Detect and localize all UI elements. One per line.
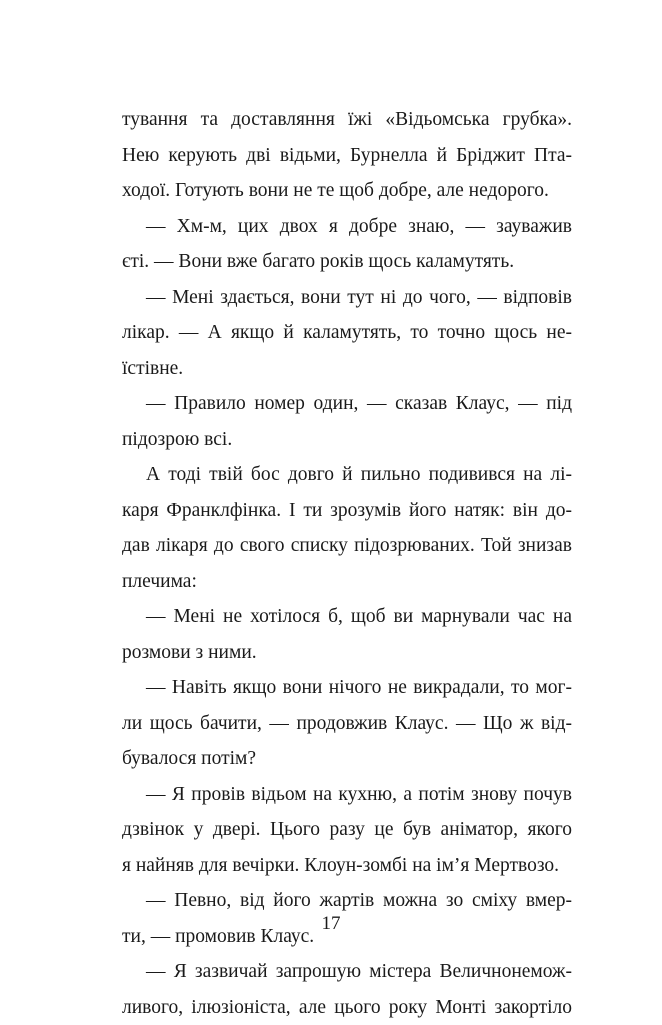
text-line: я найняв для вечірки. Клоун-зомбі на ім’я Мертвозо.: [122, 848, 572, 884]
text-line: дзвінок у двері. Цього разу це був аніматор, якого: [122, 812, 572, 848]
text-line: А тоді твій бос довго й пильно подивився на лі-: [122, 457, 572, 493]
text-line: — Мені не хотілося б, щоб ви марнували час на: [122, 599, 572, 635]
body-text: [122, 102, 572, 1025]
text-line: розмови з ними.: [122, 635, 572, 671]
text-line: дав лікаря до свого списку підозрюваних. Той знизав: [122, 528, 572, 564]
text-line: ли щось бачити, — продовжив Клаус. — Що ж від-: [122, 706, 572, 742]
text-line: — Мені здається, вони тут ні до чого, — відповів: [122, 280, 572, 316]
text-line: їстівне.: [122, 351, 572, 387]
text-line: ти, — промовив Клаус.: [122, 919, 572, 955]
text-line: єті. — Вони вже багато років щось каламутять.: [122, 244, 572, 280]
text-line: плечима:: [122, 564, 572, 600]
text-line: Нею керують дві відьми, Бурнелла й Бріджит Пта-: [122, 138, 572, 174]
text-line: — Я провів відьом на кухню, а потім знову почув: [122, 777, 572, 813]
text-line: — Певно, від його жартів можна зо сміху вмер-: [122, 883, 572, 919]
text-line: ливого, ілюзіоніста, але цього року Монті закортіло: [122, 990, 572, 1025]
text-line: ходої. Готують вони не те щоб добре, але недорого.: [122, 173, 572, 209]
text-line: каря Франклфінка. І ти зрозумів його натяк: він до-: [122, 493, 572, 529]
text-line: лікар. — А якщо й каламутять, то точно щось не-: [122, 315, 572, 351]
text-line: — Навіть якщо вони нічого не викрадали, то мог-: [122, 670, 572, 706]
text-line: — Хм-м, цих двох я добре знаю, — зауважив: [122, 209, 572, 245]
text-line: тування та доставляння їжі «Відьомська грубка».: [122, 102, 572, 138]
text-line: бувалося потім?: [122, 741, 572, 777]
text-line: — Я зазвичай запрошую містера Величнонемож-: [122, 954, 572, 990]
text-line: — Правило номер один, — сказав Клаус, — під: [122, 386, 572, 422]
text-line: підозрою всі.: [122, 422, 572, 458]
page-number: 17: [0, 912, 662, 936]
